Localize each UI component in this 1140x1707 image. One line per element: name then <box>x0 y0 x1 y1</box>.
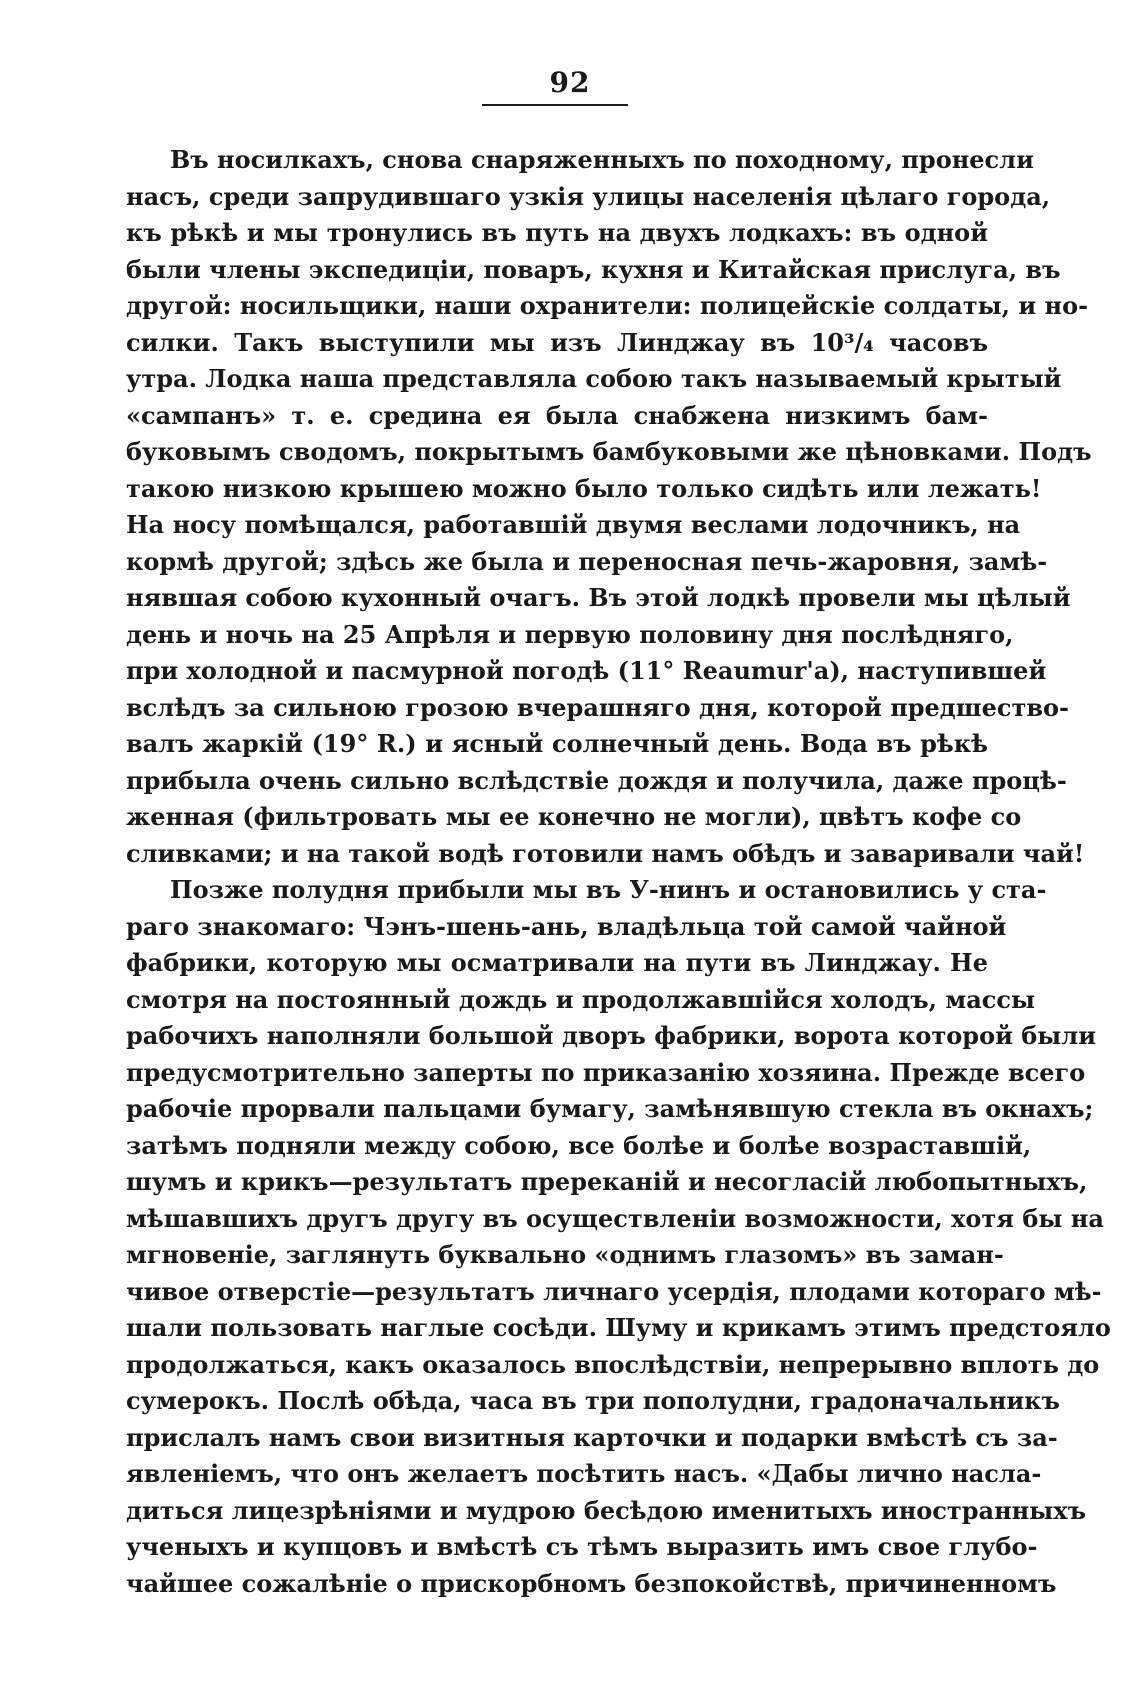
paragraph-2-line-20: чайшее сожалѣніе о прискорбномъ безпокойствѣ, причиненномъ <box>126 1568 1057 1598</box>
paragraph-1-line-7: утра. Лодка наша представляла собою такъ называемый крытый <box>126 364 1062 393</box>
page-header <box>0 66 1140 99</box>
paragraph-2-line-10: мѣшавшихъ другъ другу въ осуществленіи возможности, хотя бы на <box>126 1203 1104 1233</box>
page-number: 92 <box>549 66 591 99</box>
paragraph-2-line-16: прислалъ намъ свои визитныя карточки и подарки вмѣстѣ съ за- <box>126 1422 1058 1452</box>
paragraph-1-line-5: другой: носильщики, наши охранители: полицейскіе солдаты, и но- <box>126 291 1089 320</box>
paragraph-1-line-15: при холодной и пасмурной погодѣ (11° Reaumur'а), наступившей <box>126 656 1047 685</box>
paragraph-2-line-6: предусмотрительно заперты по приказанію хозяина. Прежде всего <box>126 1057 1086 1087</box>
paragraph-2-line-9: шумъ и крикъ—результатъ пререканій и несогласій любопытныхъ, <box>126 1167 1088 1196</box>
paragraph-2-line-3: фабрики, которую мы осматривали на пути въ Линджау. Не <box>126 948 988 977</box>
paragraph-1-line-16: вслѣдъ за сильною грозою вчерашняго дня, которой предшество- <box>126 692 1069 722</box>
body-text <box>126 142 1111 1602</box>
paragraph-1-line-18: прибыла очень сильно вслѣдствіе дождя и получила, даже процѣ- <box>126 765 1067 795</box>
paragraph-2-line-2: раго знакомаго: Чэнъ-шень-ань, владѣльца той самой чайной <box>126 911 1007 941</box>
paragraph-1-line-8: «сампанъ» т. е. средина ея была снабжена низкимъ бам- <box>126 400 988 430</box>
paragraph-1-line-10: такою низкою крышею можно было только сидѣть или лежать! <box>126 473 1042 503</box>
paragraph-1-line-12: кормѣ другой; здѣсь же была и переносная печь-жаровня, замѣ- <box>126 546 1048 576</box>
paragraph-1-line-11: На носу помѣщался, работавшій двумя веслами лодочникъ, на <box>126 510 1021 539</box>
paragraph-1-line-13: нявшая собою кухонный очагъ. Въ этой лодкѣ провели мы цѣлый <box>126 583 1071 612</box>
paragraph-1-line-4: были члены экспедиціи, поваръ, кухня и Китайская прислуга, въ <box>126 254 1061 284</box>
paragraph-2-line-13: шали пользовать наглые сосѣди. Шуму и крикамъ этимъ предстояло <box>126 1313 1111 1342</box>
paragraph-1-line-20: сливками; и на такой водѣ готовили намъ обѣдъ и заваривали чай! <box>126 838 1085 868</box>
header-rule <box>482 104 628 106</box>
paragraph-2-line-19: ученыхъ и купцовъ и вмѣстѣ съ тѣмъ выразить имъ свое глубо- <box>126 1532 1038 1561</box>
paragraph-2-line-4: смотря на постоянный дождь и продолжавшійся холодъ, массы <box>126 984 1036 1014</box>
paragraph-1-line-1: Въ носилкахъ, снова снаряженныхъ по походному, пронесли <box>170 145 1034 174</box>
paragraph-1-line-9: буковымъ сводомъ, покрытымъ бамбуковыми же цѣновками. Подъ <box>126 437 1092 466</box>
paragraph-2-line-12: чивое отверстіе—результатъ личнаго усердія, плодами котораго мѣ- <box>126 1276 1102 1306</box>
paragraph-1-line-14: день и ночь на 25 Апрѣля и первую половину дня послѣдняго, <box>126 619 1014 649</box>
paragraph-1-line-2: насъ, среди запрудившаго узкія улицы населенія цѣлаго города, <box>126 181 1051 211</box>
paragraph-2-line-18: диться лицезрѣніями и мудрою бесѣдою именитыхъ иностранныхъ <box>126 1495 1087 1525</box>
paragraph-2-line-7: рабочіе прорвали пальцами бумагу, замѣнявшую стекла въ окнахъ; <box>126 1094 1094 1123</box>
paragraph-1-line-19: женная (фильтровать мы ее конечно не могли), цвѣтъ кофе со <box>126 802 1022 831</box>
paragraph-1-line-6: силки. Такъ выступили мы изъ Линджау въ 10³/₄ часовъ <box>126 327 988 357</box>
paragraph-1-line-17: валъ жаркій (19° R.) и ясный солнечный день. Вода въ рѣкѣ <box>126 729 988 758</box>
paragraph-2-line-1: Позже полудня прибыли мы въ У-нинъ и остановились у ста- <box>170 875 1047 904</box>
paragraph-2-line-11: мгновеніе, заглянуть буквально «однимъ глазомъ» въ заман- <box>126 1240 1004 1269</box>
paragraph-2-line-14: продолжаться, какъ оказалось впослѣдствіи, непрерывно вплоть до <box>126 1349 1100 1379</box>
paragraph-2-line-5: рабочихъ наполняли большой дворъ фабрики, ворота которой были <box>126 1021 1097 1050</box>
paragraph-2-line-17: явленіемъ, что онъ желаетъ посѣтить насъ. «Дабы лично наcла- <box>126 1459 1042 1488</box>
paragraph-1-line-3: къ рѣкѣ и мы тронулись въ путь на двухъ лодкахъ: въ одной <box>126 218 988 247</box>
paragraph-2-line-15: сумерокъ. Послѣ обѣда, часа въ три пополудни, градоначальникъ <box>126 1386 1060 1415</box>
paragraph-2-line-8: затѣмъ подняли между собою, все болѣе и болѣе возраставшій, <box>126 1130 1032 1160</box>
